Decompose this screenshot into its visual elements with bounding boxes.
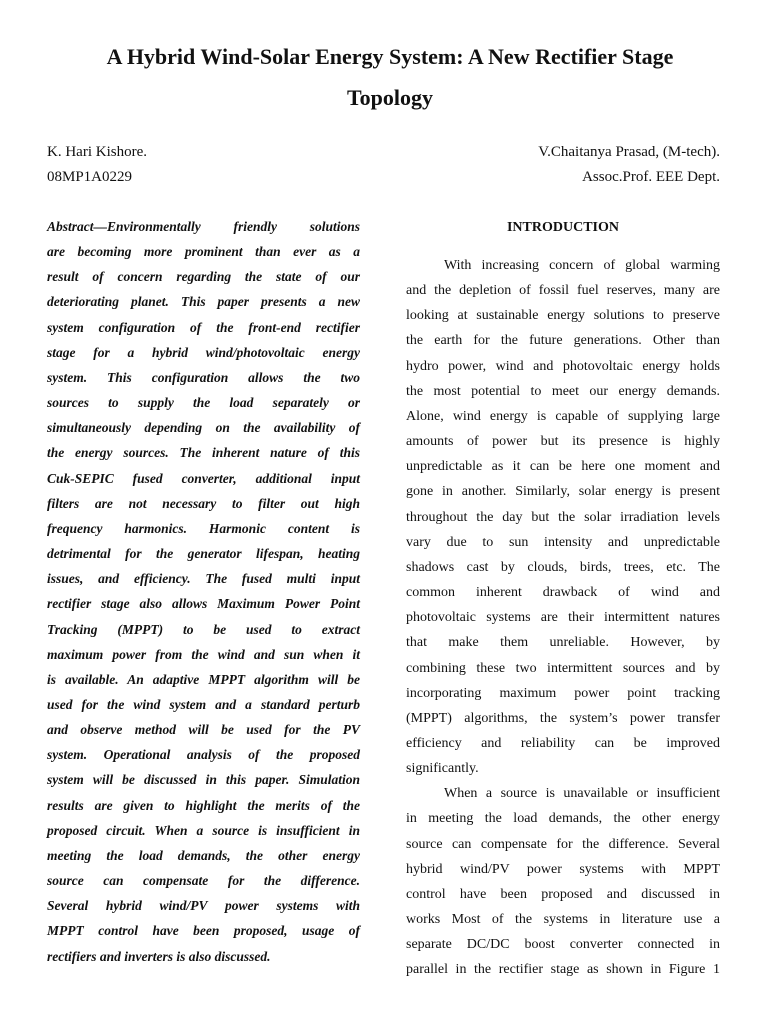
intro-line: When a source is unavailable or insufficient: [444, 786, 720, 802]
intro-line: vary due to sun intensity and unpredictable: [406, 534, 720, 550]
author-id: 08MP1A0229: [47, 169, 133, 185]
intro-line: looking at sustainable energy solutions to preserve: [406, 308, 720, 324]
intro-line: gone in another. Similarly, solar energy is present: [406, 484, 720, 500]
intro-line: incorporating maximum power point tracking: [406, 685, 720, 701]
intro-line: Alone, wind energy is capable of supplying large: [406, 408, 720, 424]
abstract: [47, 214, 360, 969]
intro-line: hybrid wind/PV power systems with MPPT: [406, 861, 720, 877]
intro-line: works Most of the systems in literature use a: [406, 912, 720, 928]
abstract-line: Tracking (MPPT) to be used to extract: [47, 621, 360, 637]
abstract-line: sources to supply the load separately or: [47, 395, 360, 411]
intro-line: the most potential to meet our energy demands.: [406, 383, 720, 399]
intro-line: the earth for the future generations. Other than: [406, 333, 720, 349]
author-name: V.Chaitanya Prasad, (M-tech).: [538, 144, 720, 160]
abstract-line: Cuk-SEPIC fused converter, additional input: [47, 470, 360, 486]
abstract-line: MPPT control have been proposed, usage of: [47, 923, 360, 939]
intro-line: that make them unreliable. However, by: [406, 635, 720, 651]
abstract-line: Abstract—Environmentally friendly solutions: [47, 219, 360, 234]
abstract-line: proposed circuit. When a source is insufficient in: [47, 822, 360, 838]
author-name: K. Hari Kishore.: [47, 144, 147, 160]
abstract-line: system configuration of the front-end rectifier: [47, 319, 360, 335]
abstract-line: Several hybrid wind/PV power systems with: [47, 898, 360, 914]
author-affiliation: Assoc.Prof. EEE Dept.: [582, 169, 720, 185]
abstract-line: detrimental for the generator lifespan, heating: [47, 546, 360, 562]
intro-line: parallel in the rectifier stage as shown in Figure 1: [406, 962, 720, 978]
intro-line: significantly.: [406, 761, 479, 777]
intro-line: efficiency and reliability can be improved: [406, 735, 720, 751]
abstract-line: deteriorating planet. This paper presents a new: [47, 294, 360, 310]
abstract-line: result of concern regarding the state of our: [47, 269, 360, 285]
abstract-line: system. Operational analysis of the proposed: [47, 747, 360, 763]
abstract-line: rectifier stage also allows Maximum Power Point: [47, 596, 360, 612]
intro-line: (MPPT) algorithms, the system’s power transfer: [406, 710, 720, 726]
abstract-line: is available. An adaptive MPPT algorithm will be: [47, 671, 360, 687]
abstract-line: system. This configuration allows the two: [47, 369, 360, 385]
intro-line: shadows cast by clouds, birds, trees, etc. The: [406, 559, 720, 575]
abstract-line: simultaneously depending on the availability of: [47, 420, 360, 436]
abstract-line: used for the wind system and a standard perturb: [47, 696, 360, 712]
abstract-line: filters are not necessary to filter out high: [47, 495, 360, 511]
abstract-line: are becoming more prominent than ever as a: [47, 244, 360, 260]
abstract-line: system will be discussed in this paper. Simulation: [47, 772, 360, 788]
title-line: A Hybrid Wind-Solar Energy System: A New Rectifier Stage: [106, 44, 674, 69]
abstract-line: rectifiers and inverters is also discussed.: [47, 948, 271, 964]
intro-line: photovoltaic systems are their intermittent natures: [406, 610, 720, 626]
section-heading-introduction: INTRODUCTION: [506, 220, 619, 235]
intro-line: With increasing concern of global warming: [444, 258, 720, 273]
intro-line: amounts of power but its presence is highly: [406, 434, 720, 450]
abstract-line: maximum power from the wind and sun when it: [47, 646, 360, 662]
abstract-line: frequency harmonics. Harmonic content is: [47, 520, 360, 536]
intro-line: common inherent drawback of wind and: [406, 585, 720, 601]
paper-title: [40, 36, 740, 118]
title-line: Topology: [346, 85, 433, 110]
abstract-line: source can compensate for the difference.: [47, 873, 360, 889]
abstract-line: meeting the load demands, the other energy: [47, 847, 360, 863]
author-block-right: [538, 140, 720, 190]
abstract-line: stage for a hybrid wind/photovoltaic energy: [47, 344, 360, 360]
intro-line: throughout the day but the solar irradiation levels: [406, 509, 720, 525]
author-block-left: [47, 140, 147, 190]
abstract-line: and observe method will be used for the PV: [47, 722, 360, 738]
intro-line: in meeting the load demands, the other energy: [406, 811, 720, 827]
intro-line: unpredictable as it can be here one moment and: [406, 459, 720, 475]
abstract-line: results are given to highlight the merits of the: [47, 797, 360, 813]
intro-line: and the depletion of fossil fuel reserves, many are: [406, 283, 720, 299]
introduction-body: [406, 253, 720, 983]
intro-line: combining these two intermittent sources and by: [406, 660, 720, 676]
intro-line: hydro power, wind and photovoltaic energy holds: [406, 358, 720, 374]
intro-line: control have been proposed and discussed in: [406, 886, 720, 902]
intro-line: source can compensate for the difference. Several: [406, 836, 720, 852]
abstract-line: the energy sources. The inherent nature of this: [47, 445, 360, 461]
abstract-line: issues, and efficiency. The fused multi input: [47, 571, 360, 587]
intro-line: separate DC/DC boost converter connected in: [406, 937, 720, 953]
